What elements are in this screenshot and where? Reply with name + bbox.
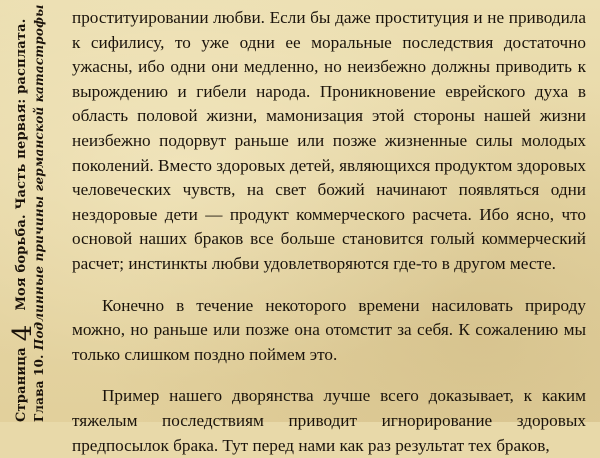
page-number: 4 — [8, 324, 38, 342]
book-title: Моя борьба. — [14, 214, 29, 311]
body-text — [72, 6, 586, 458]
chapter-number: 10. — [32, 354, 46, 376]
paragraph: Конечно в течение некоторого времени насиловать природу можно, но раньше или позже она отомстит за себя. К сожалению мы только слишком поздно поймем это. — [72, 295, 586, 364]
chapter-title: Подлинные причины германской катастрофы — [32, 4, 46, 351]
header-line-chapter — [32, 0, 46, 422]
chapter-label: Глава — [32, 380, 46, 422]
page-label: Страница — [14, 347, 29, 422]
running-header — [0, 0, 62, 422]
paragraph: Пример нашего дворянства лучше всего доказывает, к каким тяжелым последствиям приводит игнорирование здоровых предпосылок брака. Тут перед нами как раз результат тех браков, — [72, 386, 586, 455]
part-title: Часть первая: расплата. — [14, 18, 29, 210]
paragraph: проституировании любви. Если бы даже проституция и не приводила к сифилису, то уже одни ее моральные последствия достаточно ужасны, ибо одни они медленно, но неизбежно должны приводить к вырождению и гибели народа. Проникновение еврейского духа в область половой жизни, мамонизация этой стороны нашей жизни неизбежно подорвут раньше или позже жизненные силы молодых поколений. Вместо здоровых детей, являющихся продуктом здоровых человеческих чувств, на свет божий начинают появляться одни нездоровые дети — продукт коммерческого расчета. Ибо ясно, что основой наших браков все больше становится голый коммерческий расчет; инстинкты любви удовлетворяются где-то в другом месте. — [72, 8, 586, 273]
